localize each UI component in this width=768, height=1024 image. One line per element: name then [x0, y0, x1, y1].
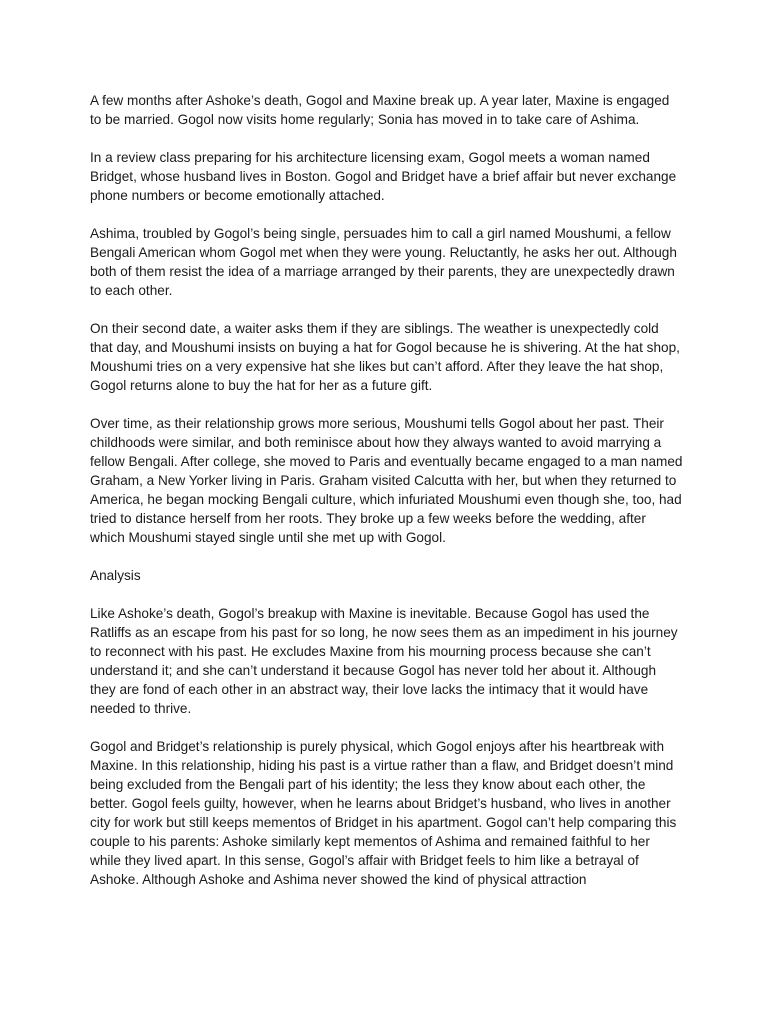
analysis-heading: Analysis — [90, 568, 141, 583]
paragraph-moushumi-intro: Ashima, troubled by Gogol’s being single, persuades him to call a girl named Moushumi, a fellow Bengali American whom Gogol met when they were young. Reluctantly, he asks her out. Although both of them resist the idea of a marriage arranged by their parents, they are unexpectedly drawn to each other. — [90, 226, 677, 298]
paragraph-second-date: On their second date, a waiter asks them if they are siblings. The weather is unexpectedly cold that day, and Moushumi insists on buying a hat for Gogol because he is shivering. At the hat shop, Moushumi tries on a very expensive hat she likes but can’t afford. After they leave the hat shop, Gogol returns alone to buy the hat for her as a future gift. — [90, 321, 680, 393]
analysis-paragraph-bridget: Gogol and Bridget’s relationship is purely physical, which Gogol enjoys after his heartbreak with Maxine. In this relationship, hiding his past is a virtue rather than a flaw, and Bridget doesn’t mind being excluded from the Bengali part of his identity; the less they know about each other, the better. Gogol feels guilty, however, when he learns about Bridget’s husband, who lives in another city for work but still keeps mementos of Bridget in his apartment. Gogol can’t help comparing this couple to his parents: Ashoke similarly kept mementos of Ashima and remained faithful to her while they lived apart. In this sense, Gogol’s affair with Bridget feels to him like a betrayal of Ashoke. Although Ashoke and Ashima never showed the kind of physical attraction — [90, 739, 677, 887]
paragraph-bridget: In a review class preparing for his architecture licensing exam, Gogol meets a woman named Bridget, whose husband lives in Boston. Gogol and Bridget have a brief affair but never exchange phone numbers or become emotionally attached. — [90, 150, 677, 203]
analysis-paragraph-maxine: Like Ashoke’s death, Gogol’s breakup with Maxine is inevitable. Because Gogol has used the Ratliffs as an escape from his past for so long, he now sees them as an impediment in his journey to reconnect with his past. He excludes Maxine from his mourning process because she can’t understand it; and she can’t understand it because Gogol has never told her about it. Although they are fond of each other in an abstract way, their love lacks the intimacy that it would have needed to thrive. — [90, 606, 678, 716]
paragraph-moushumi-past: Over time, as their relationship grows more serious, Moushumi tells Gogol about her past. Their childhoods were similar, and both reminisce about how they always wanted to avoid marrying a fellow Bengali. After college, she moved to Paris and eventually became engaged to a man named Graham, a New Yorker living in Paris. Graham visited Calcutta with her, but when they returned to America, he began mocking Bengali culture, which infuriated Moushumi even though she, too, had tried to distance herself from her roots. They broke up a few weeks before the wedding, after which Moushumi stayed single until she met up with Gogol. — [90, 416, 683, 545]
paragraph-breakup: A few months after Ashoke’s death, Gogol and Maxine break up. A year later, Maxine is engaged to be married. Gogol now visits home regularly; Sonia has moved in to take care of Ashima. — [90, 93, 670, 127]
